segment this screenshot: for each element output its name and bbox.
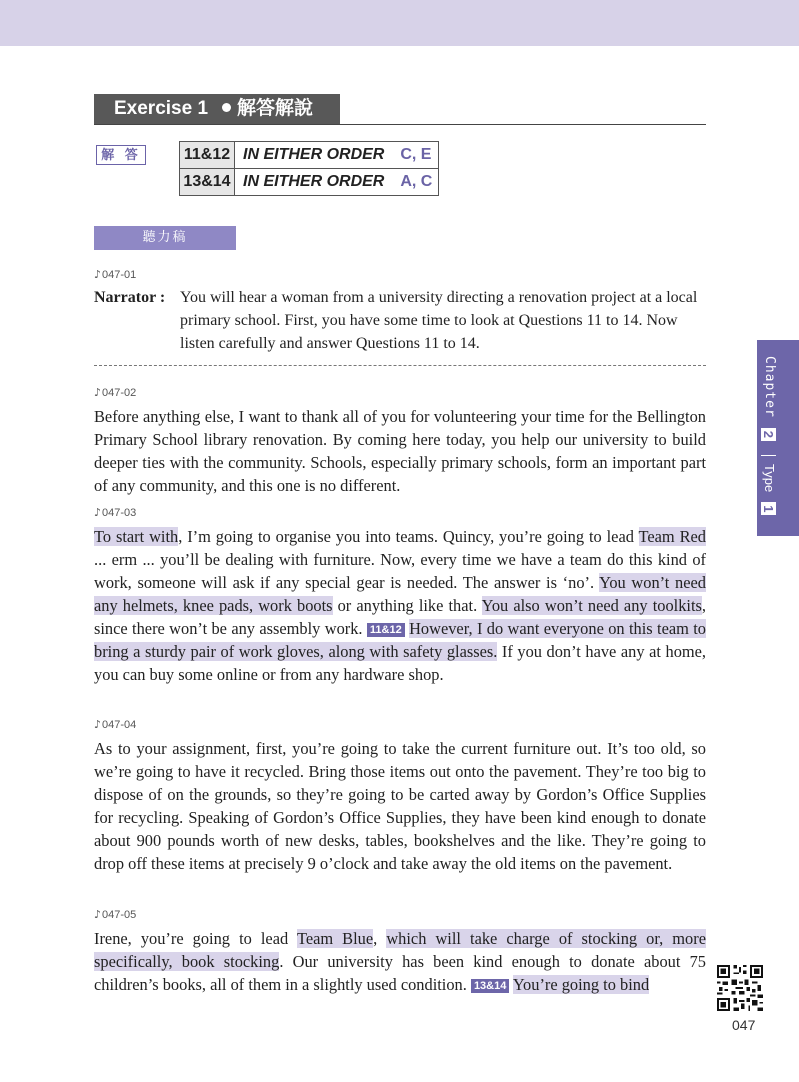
highlight: Team Red: [638, 527, 706, 546]
narrator-block: [94, 286, 706, 355]
highlight: However, I do want everyone on this team to bring a sturdy pair of work gloves, along with safety glasses.: [94, 619, 706, 661]
exercise-title: Exercise 1: [114, 98, 209, 119]
highlight: You also won’t need any toolkits: [481, 596, 702, 615]
exercise-subtitle: 解答解說: [237, 98, 314, 119]
tab-separator: [762, 455, 777, 456]
text-span: If you don’t have any at home, you can buy some online or from any hardware shop.: [94, 642, 707, 684]
text-span: ,: [373, 929, 387, 948]
transcript-paragraph: Before anything else, I want to thank all of you for volunteering your time for the Bellington Primary School library renovation. By coming here today, you help our university to build deeper ties with the community. Schools, especially primary schools, form an important part of any community, and this one is no different.: [94, 407, 706, 495]
chapter-side-tab: [757, 340, 799, 536]
qr-code-icon[interactable]: [717, 965, 763, 1011]
table-row: [180, 142, 439, 169]
highlight: Team Blue: [296, 929, 374, 948]
transcript-paragraph: [94, 927, 706, 996]
question-tag: 13&14: [471, 979, 509, 993]
chapter-number: 2: [762, 428, 777, 441]
track-number: 047-01: [102, 269, 137, 281]
answer-note: IN EITHER ORDER: [235, 142, 397, 169]
exercise-header: [94, 94, 706, 125]
answer-badge: 解 答: [96, 145, 146, 165]
music-note-icon: ♪: [94, 718, 102, 731]
music-note-icon: ♪: [94, 506, 102, 519]
text-span: , I’m going to organise you into teams. Quincy, you’re going to lead: [178, 527, 639, 546]
highlight: To start with: [94, 527, 179, 546]
text-span: ... erm ... you’ll be dealing with furniture. Now, every time we have a team do this kind of work, someone will ask if any special gear is needed. The answer is ‘no’.: [94, 550, 706, 592]
answer-letters: A, C: [396, 169, 439, 196]
highlight: which will take charge of stocking or, more specifically, book stocking: [94, 929, 706, 971]
highlight: You’re going to bind: [512, 975, 650, 994]
track-number: 047-05: [102, 909, 137, 921]
music-note-icon: ♪: [94, 386, 102, 399]
transcript-label: 聽力稿: [94, 226, 236, 250]
answer-questions: 13&14: [180, 169, 235, 196]
audio-track-marker[interactable]: [94, 268, 136, 281]
answer-letters: C, E: [396, 142, 439, 169]
exercise-title-block: [94, 94, 340, 124]
dashed-divider: [94, 365, 706, 366]
bullet-icon: [222, 103, 231, 112]
text-span: , since there won’t be any assembly work.: [94, 596, 706, 638]
track-number: 047-03: [102, 507, 137, 519]
chapter-label: Chapter: [762, 356, 777, 418]
table-row: [180, 169, 439, 196]
page-number: 047: [732, 1017, 756, 1033]
audio-track-marker[interactable]: [94, 718, 136, 731]
transcript-paragraph: [94, 525, 706, 686]
track-number: 047-02: [102, 387, 137, 399]
narrator-text: You will hear a woman from a university directing a renovation project at a local primary school. First, you have some time to look at Questions 11 to 14. Now listen carefully and answer Questions 11 to 14.: [180, 289, 698, 352]
type-number: 1: [762, 502, 777, 515]
answer-table: [179, 141, 439, 196]
transcript-paragraph: As to your assignment, first, you’re going to take the current furniture out. It’s too old, so we’re going to have it recycled. Bring those items out onto the pavement. They’re too big to dispose of on the grounds, so they’re going to be carted away by Gordon’s Office Supplies for recycling. Speaking of Gordon’s Office Supplies, they have been kind enough to donate about 900 pounds worth of new desks, tables, bookshelves and the like. They’re going to drop off these items at precisely 9 o’clock and take away the old items on the pavement.: [94, 739, 706, 873]
narrator-label: Narrator :: [94, 289, 166, 306]
audio-track-marker[interactable]: [94, 908, 136, 921]
type-label: Type: [762, 464, 777, 493]
audio-track-marker[interactable]: [94, 506, 136, 519]
track-number: 047-04: [102, 719, 137, 731]
answer-questions: 11&12: [180, 142, 235, 169]
answer-note: IN EITHER ORDER: [235, 169, 397, 196]
question-tag: 11&12: [367, 623, 405, 637]
highlight: You won’t need any helmets, knee pads, work boots: [94, 573, 706, 615]
music-note-icon: ♪: [94, 268, 102, 281]
music-note-icon: ♪: [94, 908, 102, 921]
text-span: . Our university has been kind enough to donate about 75 children’s books, all of them in a slightly used condition.: [94, 952, 706, 994]
top-band: [0, 0, 799, 46]
audio-track-marker[interactable]: [94, 386, 136, 399]
text-span: or anything like that.: [332, 596, 482, 615]
text-span: Irene, you’re going to lead: [94, 929, 297, 948]
